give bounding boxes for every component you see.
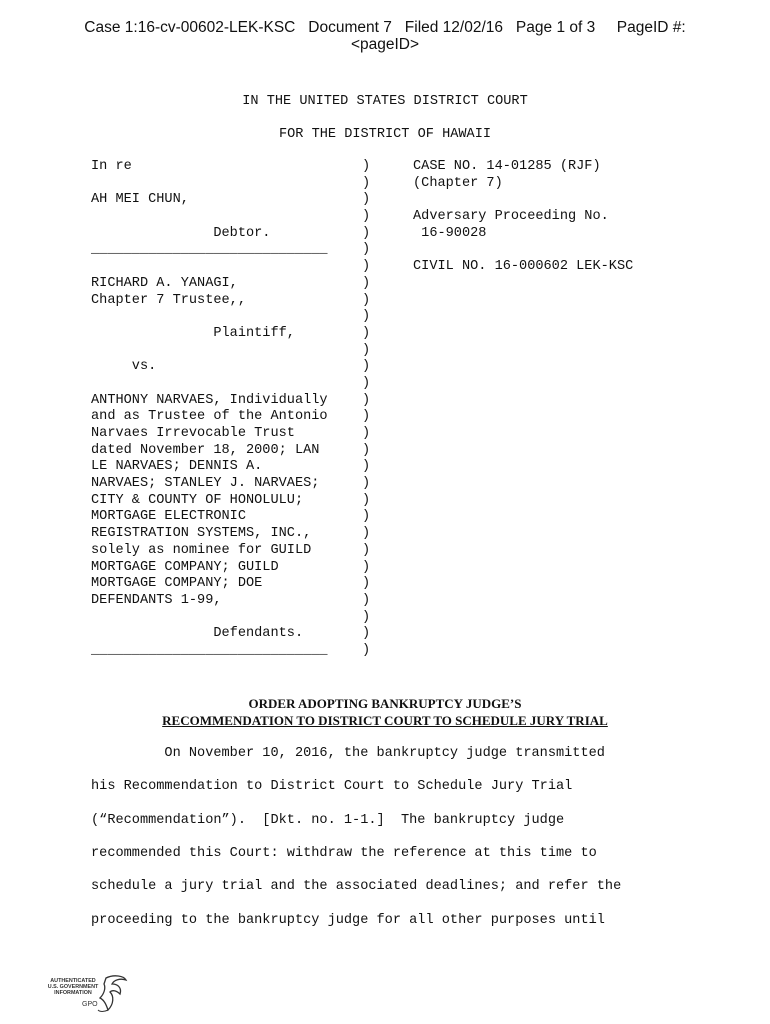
caption-paren: ) xyxy=(362,342,371,358)
gpo-logo-text: INFORMATION xyxy=(54,990,92,996)
caption-left-text: MORTGAGE COMPANY; DOE xyxy=(91,576,263,592)
caption-paren: ) xyxy=(362,542,371,558)
caption-paren: ) xyxy=(362,459,371,475)
eagle-icon xyxy=(44,972,130,1016)
caption-left-text: REGISTRATION SYSTEMS, INC., xyxy=(91,526,312,542)
docket-header-line-1: Case 1:16-cv-00602-LEK-KSC Document 7 Filed 12/02/16 Page 1 of 3 PageID #: xyxy=(84,19,686,36)
caption-left-text: and as Trustee of the Antonio xyxy=(91,409,328,425)
body-line: his Recommendation to District Court to Schedule Jury Trial xyxy=(91,779,573,794)
caption-right-text: 16-90028 xyxy=(413,225,487,241)
caption-paren: ) xyxy=(362,225,371,241)
caption-paren: ) xyxy=(362,242,371,258)
caption-paren: ) xyxy=(362,476,371,492)
caption-left-text: solely as nominee for GUILD xyxy=(91,542,312,558)
caption-paren: ) xyxy=(362,492,371,508)
caption-paren: ) xyxy=(362,592,371,608)
caption-left-text: NARVAES; STANLEY J. NARVAES; xyxy=(91,476,320,492)
caption-paren: ) xyxy=(362,576,371,592)
order-title-line-2: RECOMMENDATION TO DISTRICT COURT TO SCHEDULE JURY TRIAL xyxy=(162,713,608,728)
body-line: On November 10, 2016, the bankruptcy judge transmitted xyxy=(91,746,605,761)
caption-left-text: DEFENDANTS 1-99, xyxy=(91,592,222,608)
docket-header-line-2: <pageID> xyxy=(350,36,420,53)
caption-paren: ) xyxy=(362,309,371,325)
caption-left-text: MORTGAGE ELECTRONIC xyxy=(91,509,246,525)
caption-left-text: Debtor. xyxy=(91,225,271,241)
caption-left-text: AH MEI CHUN, xyxy=(91,192,189,208)
caption-paren: ) xyxy=(362,325,371,341)
caption-paren: ) xyxy=(362,409,371,425)
caption-left-text: _____________________________ xyxy=(91,642,328,658)
caption-left-text: ANTHONY NARVAES, Individually xyxy=(91,392,328,408)
caption-paren: ) xyxy=(362,626,371,642)
caption-left-text: MORTGAGE COMPANY; GUILD xyxy=(91,559,279,575)
body-line: proceeding to the bankruptcy judge for all other purposes until xyxy=(91,913,605,928)
caption-paren: ) xyxy=(362,559,371,575)
gpo-logo-text: AUTHENTICATED xyxy=(50,978,96,984)
caption-left-text: RICHARD A. YANAGI, xyxy=(91,275,238,291)
body-line: recommended this Court: withdraw the reference at this time to xyxy=(91,846,597,861)
caption-paren: ) xyxy=(362,375,371,391)
caption-right-text: CASE NO. 14-01285 (RJF) xyxy=(413,159,601,174)
court-name-line-1: IN THE UNITED STATES DISTRICT COURT xyxy=(242,94,528,109)
caption-left-text: Defendants. xyxy=(91,626,304,642)
caption-left-text: Narvaes Irrevocable Trust xyxy=(91,426,295,441)
caption-paren: ) xyxy=(362,609,371,625)
caption-left-text: dated November 18, 2000; LAN xyxy=(91,442,320,458)
caption-paren: ) xyxy=(362,175,371,191)
body-line: (“Recommendation”). [Dkt. no. 1-1.] The bankruptcy judge xyxy=(91,813,565,828)
caption-left-text: _____________________________ xyxy=(91,242,328,258)
caption-right-text: (Chapter 7) xyxy=(413,175,503,191)
caption-left-text: CITY & COUNTY OF HONOLULU; xyxy=(91,492,304,508)
caption-paren: ) xyxy=(362,526,371,542)
caption-left-text: Chapter 7 Trustee,, xyxy=(91,292,246,308)
caption-paren: ) xyxy=(362,192,371,208)
order-title-line-1: ORDER ADOPTING BANKRUPTCY JUDGE’S xyxy=(248,696,522,711)
caption-paren: ) xyxy=(362,292,371,308)
caption-left-text: In re xyxy=(91,159,132,174)
caption-paren: ) xyxy=(362,442,371,458)
caption-right-text: CIVIL NO. 16-000602 LEK-KSC xyxy=(413,259,634,275)
caption-right-text: Adversary Proceeding No. xyxy=(413,209,609,225)
caption-paren: ) xyxy=(362,426,371,441)
gpo-logo-mark: GPO xyxy=(82,1001,98,1008)
gpo-logo-text: U.S. GOVERNMENT xyxy=(47,984,99,990)
caption-paren: ) xyxy=(362,259,371,275)
caption-paren: ) xyxy=(362,209,371,225)
caption-left-text: vs. xyxy=(91,359,157,375)
caption-paren: ) xyxy=(362,275,371,291)
caption-paren: ) xyxy=(362,392,371,408)
caption-paren: ) xyxy=(362,159,371,174)
court-name-line-2: FOR THE DISTRICT OF HAWAII xyxy=(278,127,492,142)
body-line: schedule a jury trial and the associated deadlines; and refer the xyxy=(91,879,622,894)
caption-paren: ) xyxy=(362,509,371,525)
gpo-authentication-logo xyxy=(44,972,130,1016)
caption-left-text: LE NARVAES; DENNIS A. xyxy=(91,459,263,475)
caption-paren: ) xyxy=(362,642,371,658)
caption-left-text: Plaintiff, xyxy=(91,325,295,341)
caption-paren: ) xyxy=(362,359,371,375)
